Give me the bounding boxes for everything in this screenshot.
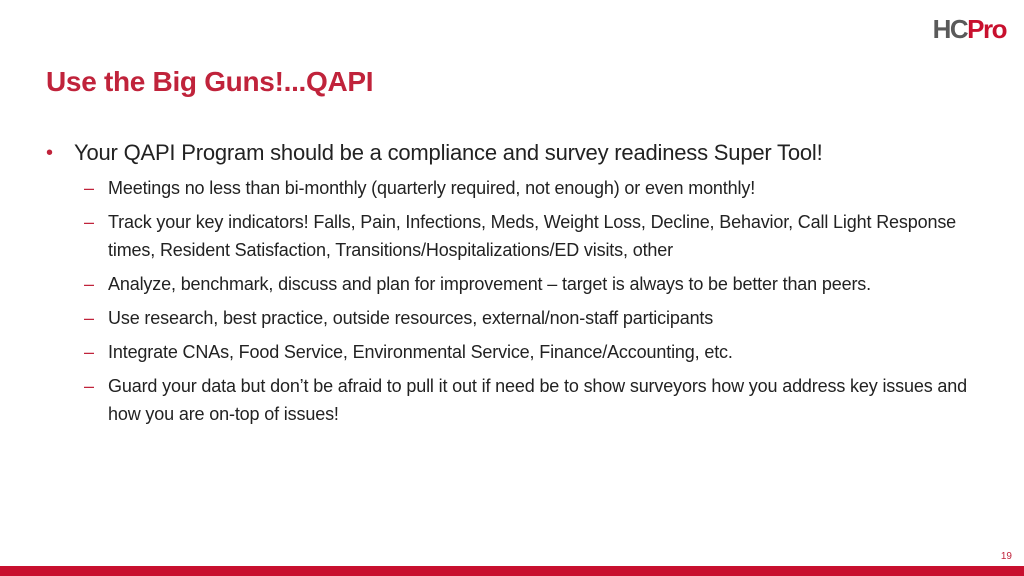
main-bullet: [46, 138, 986, 168]
logo-hc-text: HC: [932, 14, 968, 44]
dash-icon: –: [84, 376, 94, 396]
logo-pro-text: Pro: [967, 14, 1006, 44]
main-bullet-text: Your QAPI Program should be a compliance and survey readiness Super Tool!: [74, 140, 823, 165]
sub-bullet-item: [46, 270, 986, 298]
dash-icon: –: [84, 212, 94, 232]
dash-icon: –: [84, 342, 94, 362]
bottom-accent-bar: [0, 566, 1024, 576]
sub-bullet-text: Analyze, benchmark, discuss and plan for improvement – target is always to be better than peers.: [108, 274, 872, 294]
sub-bullet-text: Use research, best practice, outside resources, external/non-staff participants: [108, 308, 714, 328]
sub-bullet-text: Meetings no less than bi-monthly (quarterly required, not enough) or even monthly!: [108, 178, 756, 198]
dash-icon: –: [84, 274, 94, 294]
sub-bullet-text: Guard your data but don’t be afraid to pull it out if need be to show surveyors how you address key issues and how you are on-top of issues!: [108, 376, 968, 424]
slide-content: [46, 138, 986, 434]
page-number: 19: [1000, 551, 1012, 562]
sub-bullet-item: [46, 338, 986, 366]
sub-bullet-item: [46, 372, 986, 428]
bullet-icon: •: [46, 142, 53, 164]
sub-bullet-text: Track your key indicators! Falls, Pain, Infections, Meds, Weight Loss, Decline, Behavior, Call Light Response times, Resident Satisfaction, Transitions/Hospitalizations/ED visits, other: [108, 212, 957, 260]
sub-bullet-list: [46, 174, 986, 428]
dash-icon: –: [84, 308, 94, 328]
sub-bullet-text: Integrate CNAs, Food Service, Environmental Service, Finance/Accounting, etc.: [108, 342, 733, 362]
sub-bullet-item: [46, 174, 986, 202]
slide-title: Use the Big Guns!...QAPI: [46, 66, 374, 97]
hcpro-logo: [933, 16, 1006, 42]
sub-bullet-item: [46, 208, 986, 264]
dash-icon: –: [84, 178, 94, 198]
sub-bullet-item: [46, 304, 986, 332]
